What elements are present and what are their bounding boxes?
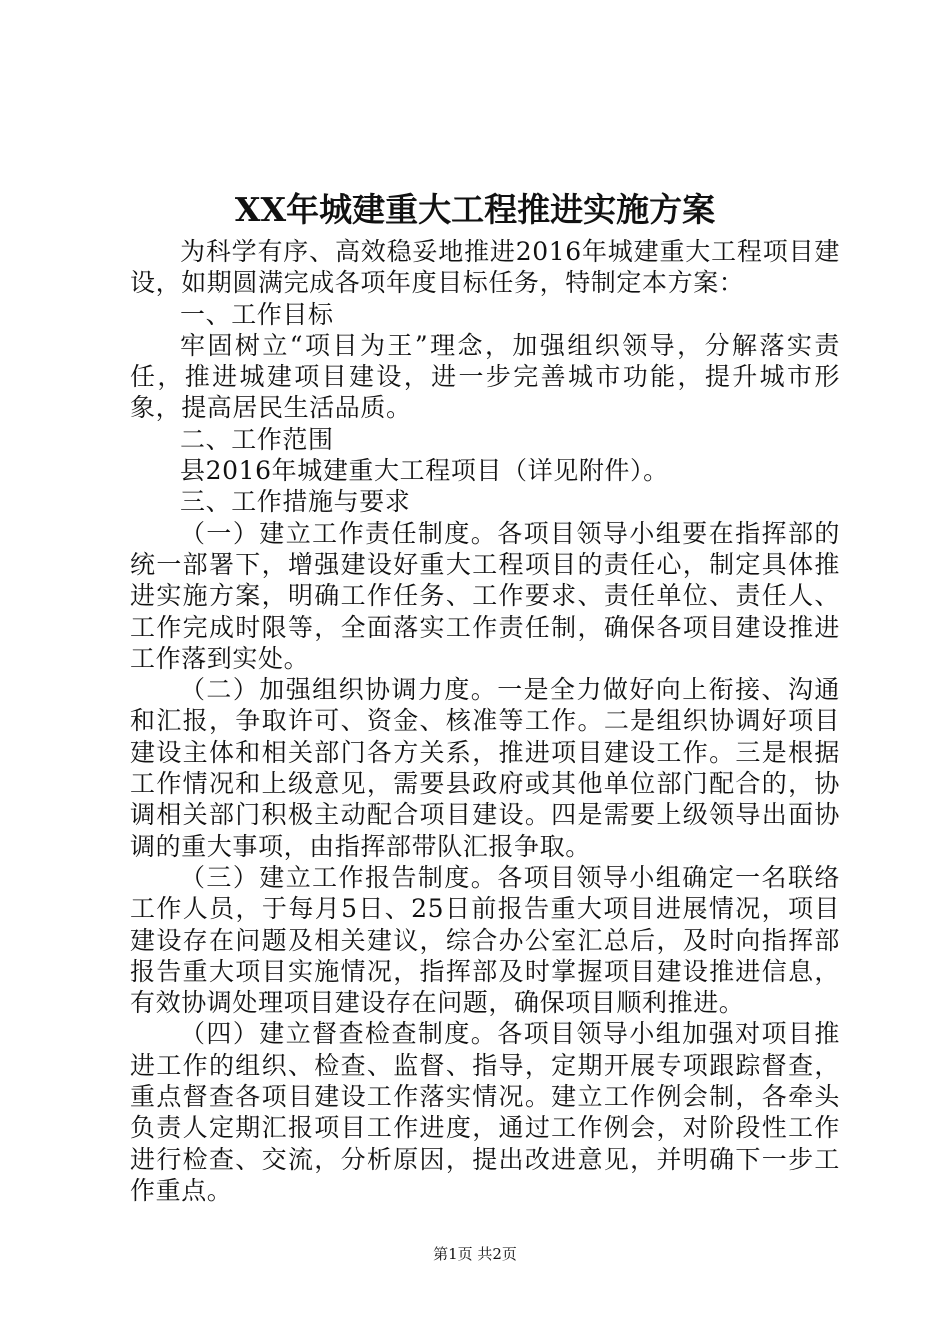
document-body — [130, 236, 840, 1206]
document-title: XX年城建重大工程推进实施方案 — [234, 190, 716, 229]
scope-paragraph: 县2016年城建重大工程项目（详见附件）。 — [180, 456, 669, 486]
section-heading-measures: 三、工作措施与要求 — [180, 487, 411, 517]
measure-paragraph-4: （四）建立督查检查制度。各项目领导小组加强对项目推进工作的组织、检查、监督、指导，定期开展专项跟踪督查，重点督查各项目建设工作落实情况。建立工作例会制，各牵头负责人定期汇报项目工作进度，通过工作例会，对阶段性工作进行检查、交流，分析原因，提出改进意见，并明确下一步工作重点。 — [130, 1019, 840, 1205]
intro-paragraph: 为科学有序、高效稳妥地推进2016年城建重大工程项目建设，如期圆满完成各项年度目标任务，特制定本方案： — [130, 237, 840, 298]
goals-paragraph: 牢固树立“项目为王”理念，加强组织领导，分解落实责任，推进城建项目建设，进一步完善城市功能，提升城市形象，提高居民生活品质。 — [130, 330, 840, 423]
page-footer: 第1页 共2页 — [433, 1245, 517, 1263]
section-heading-goals: 一、工作目标 — [180, 299, 334, 329]
measure-paragraph-1: （一）建立工作责任制度。各项目领导小组要在指挥部的统一部署下，增强建设好重大工程项目的责任心，制定具体推进实施方案，明确工作任务、工作要求、责任单位、责任人、工作完成时限等，全面落实工作责任制，确保各项目建设推进工作落到实处。 — [130, 518, 840, 673]
measure-paragraph-3: （三）建立工作报告制度。各项目领导小组确定一名联络工作人员，于每月5日、25日前报告重大项目进展情况，项目建设存在问题及相关建议，综合办公室汇总后，及时向指挥部报告重大项目实施情况，指挥部及时掌握项目建设推进信息，有效协调处理项目建设存在问题，确保项目顺利推进。 — [130, 862, 840, 1018]
measure-paragraph-2: （二）加强组织协调力度。一是全力做好向上衔接、沟通和汇报，争取许可、资金、核准等工作。二是组织协调好项目建设主体和相关部门各方关系，推进项目建设工作。三是根据工作情况和上级意见，需要县政府或其他单位部门配合的，协调相关部门积极主动配合项目建设。四是需要上级领导出面协调的重大事项，由指挥部带队汇报争取。 — [130, 675, 840, 861]
section-heading-scope: 二、工作范围 — [180, 424, 334, 454]
